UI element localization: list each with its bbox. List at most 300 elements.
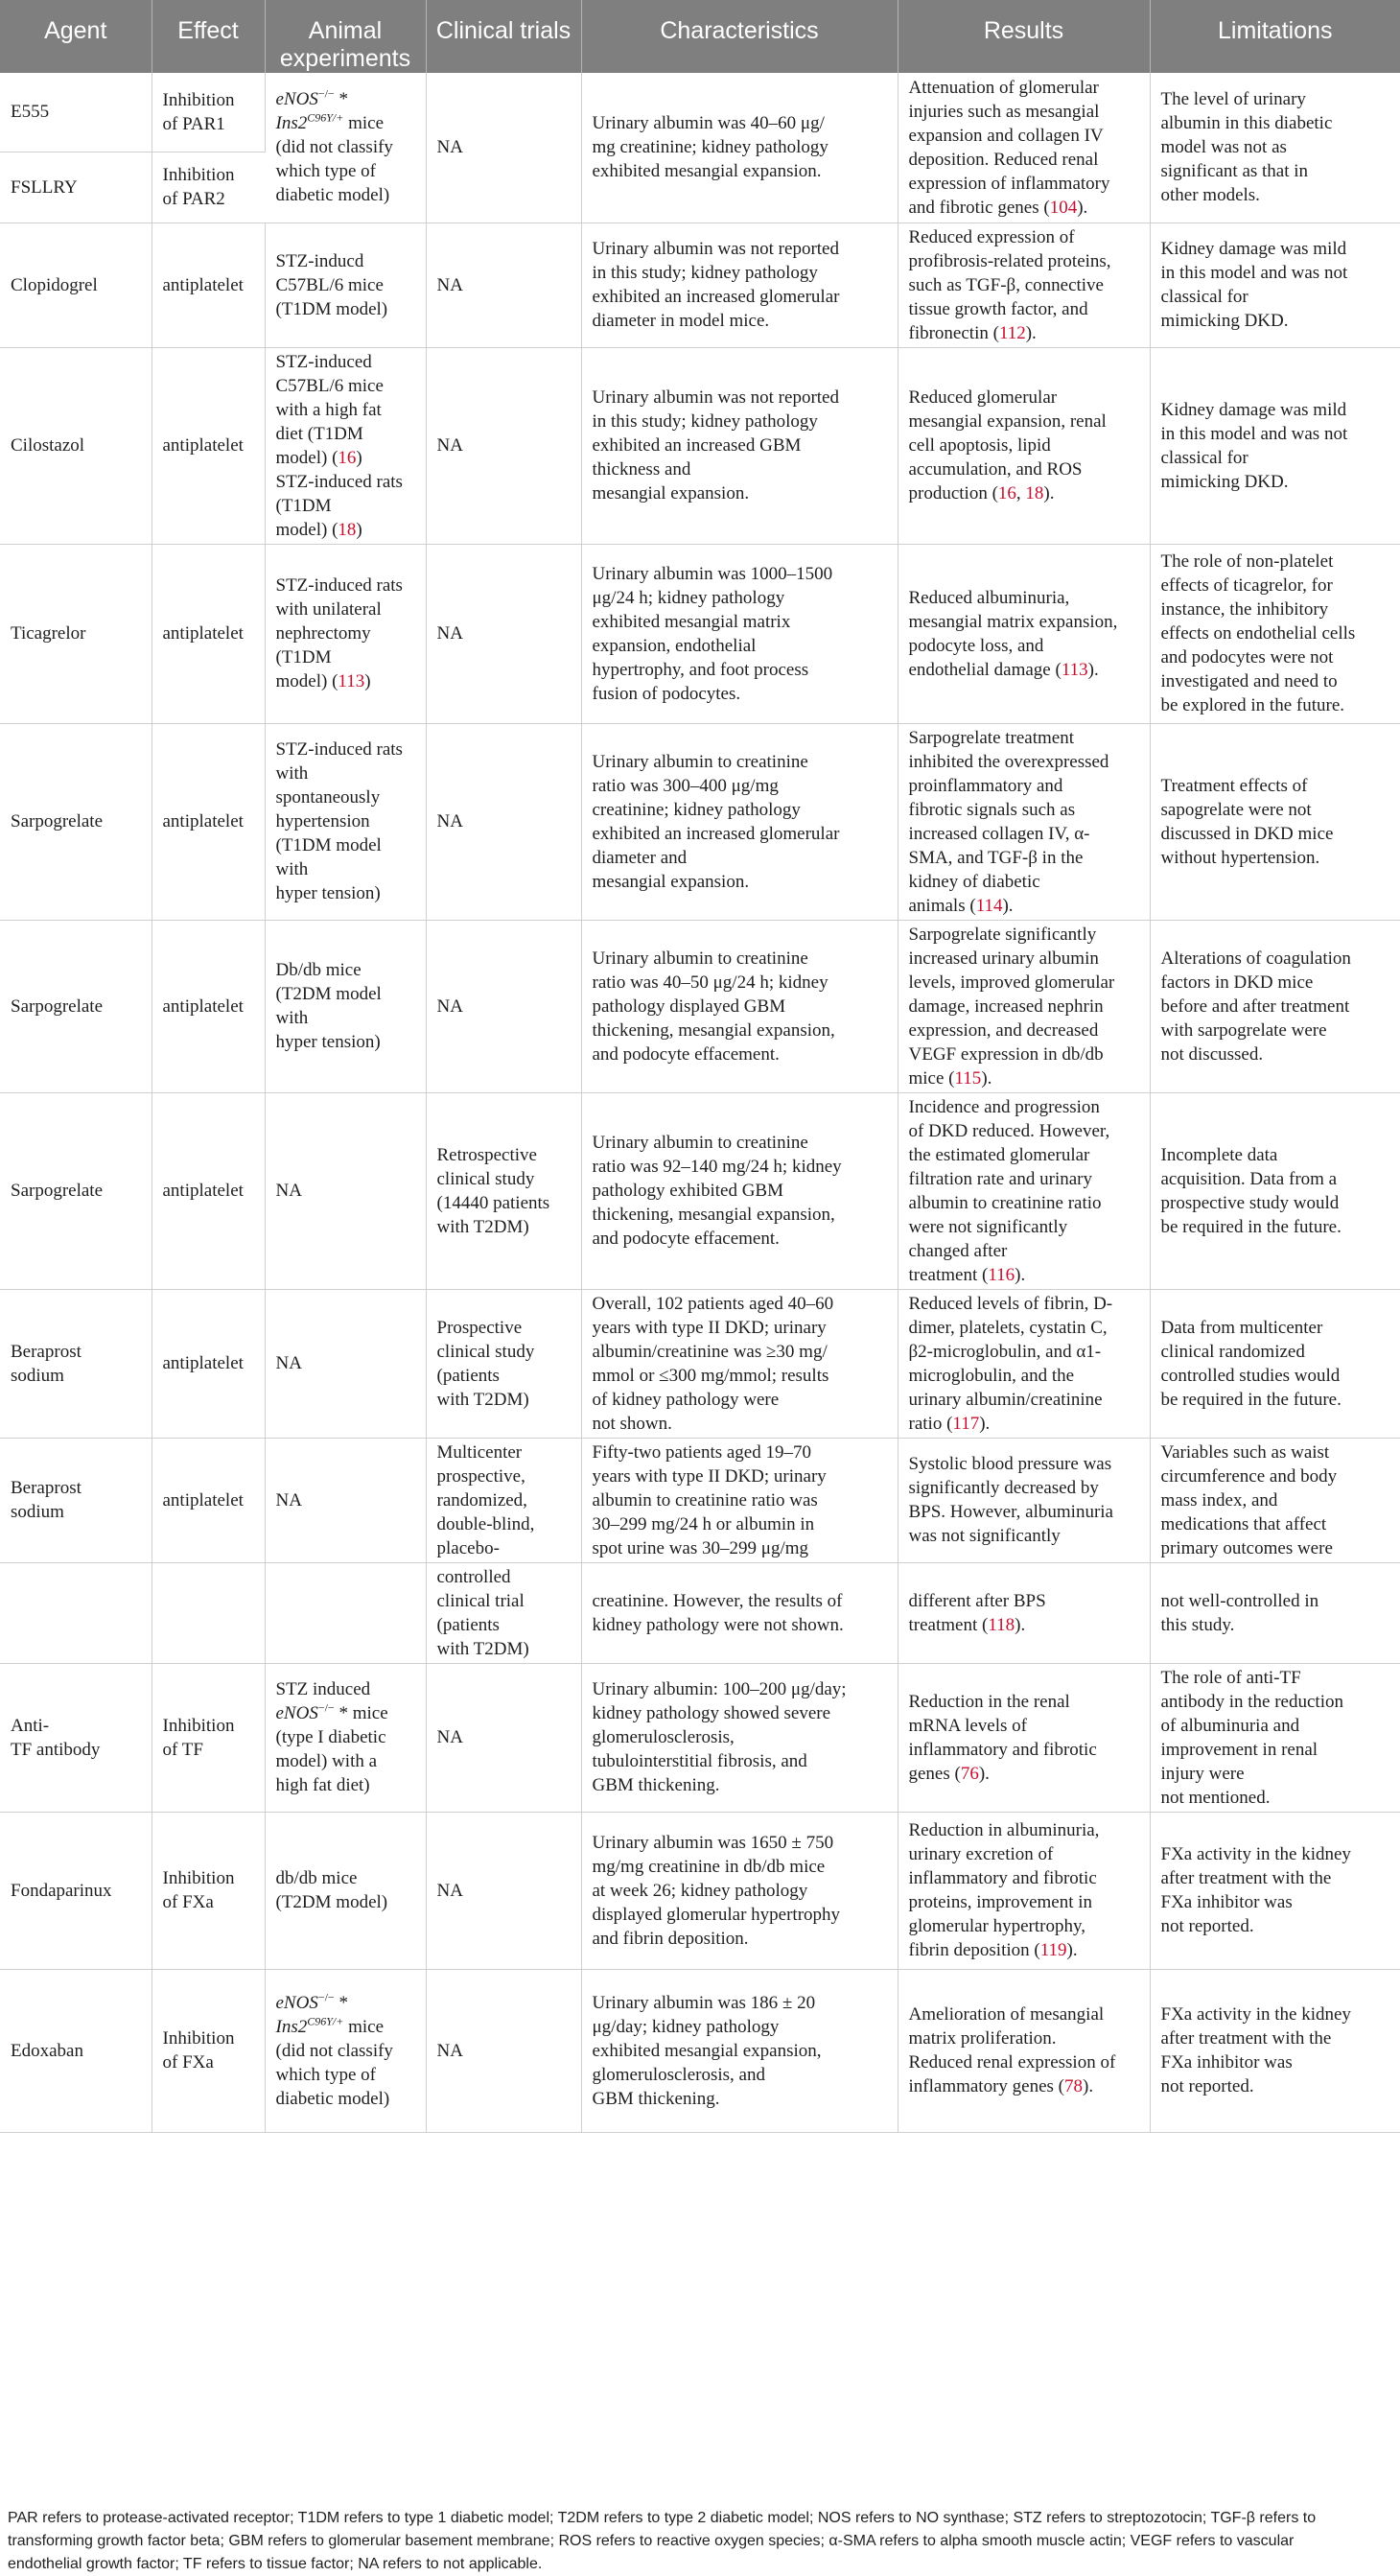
cell-line: antiplatelet — [162, 623, 244, 644]
characteristics-cell — [581, 1562, 898, 1663]
cell-line: STZ-inducd — [275, 250, 364, 271]
clinical-trials-cell — [426, 347, 581, 544]
limitations-cell — [1150, 1438, 1400, 1562]
agent-cell — [0, 1438, 152, 1562]
cell-line: microglobulin, and the — [908, 1365, 1075, 1386]
cell-line — [276, 1991, 415, 2015]
cell-line: (patients — [436, 1365, 500, 1386]
cell-line: fibrin deposition (119). — [908, 1940, 1078, 1960]
cell-line: Sarpogrelate significantly — [908, 924, 1097, 945]
table-row — [0, 1092, 1400, 1289]
cell-line: of TF — [162, 1739, 203, 1760]
cell-line — [276, 159, 415, 183]
reference-link[interactable]: 76 — [960, 1763, 979, 1784]
cell-line: with T2DM) — [436, 1216, 529, 1237]
cell-line: model) (113) — [275, 671, 371, 691]
cell-line: acquisition. Data from a — [1160, 1168, 1338, 1189]
table-row — [0, 1969, 1400, 2132]
animal-experiments-cell — [265, 1969, 426, 2132]
cell-line: sodium — [11, 1502, 64, 1522]
cell-text: mice — [343, 113, 385, 134]
table-row — [0, 1663, 1400, 1812]
cell-line: podocyte loss, and — [908, 635, 1044, 656]
cell-line: Incomplete data — [1160, 1144, 1278, 1165]
cell-line: antibody in the reduction — [1160, 1691, 1343, 1712]
characteristics-cell — [581, 1812, 898, 1969]
header-animal-experiments: Animal experiments — [265, 0, 426, 73]
cell-line: exhibited an increased GBM — [592, 435, 802, 456]
cell-line: with T2DM) — [436, 1638, 529, 1659]
clinical-trials-cell — [426, 1092, 581, 1289]
animal-experiments-cell — [265, 920, 426, 1092]
effect-cell — [152, 1289, 265, 1438]
clinical-trials-cell — [426, 73, 581, 222]
cell-line: urinary excretion of — [908, 1844, 1054, 1864]
cell-line: Amelioration of mesangial — [908, 2004, 1105, 2025]
results-cell — [898, 1438, 1150, 1562]
characteristics-cell — [581, 1969, 898, 2132]
superscript: −/− — [317, 86, 335, 101]
cell-text: diabetic model) — [275, 2088, 390, 2109]
cell-line: clinical trial — [436, 1590, 525, 1611]
cell-line: Urinary albumin to creatinine — [592, 1133, 808, 1153]
limitations-cell — [1150, 73, 1400, 222]
cell-line: TF antibody — [11, 1739, 101, 1760]
reference-link[interactable]: 114 — [975, 895, 1003, 916]
cell-line: effects of ticagrelor, for — [1160, 575, 1333, 596]
cell-text: * — [334, 1992, 348, 2013]
reference-link[interactable]: 112 — [998, 322, 1026, 343]
cell-line — [276, 1725, 415, 1749]
cell-line: (T2DM model) — [275, 1892, 388, 1912]
cell-line: Reduced levels of fibrin, D- — [908, 1293, 1113, 1314]
clinical-trials-cell — [426, 544, 581, 723]
cell-line: Alterations of coagulation — [1160, 948, 1351, 969]
limitations-cell — [1150, 1969, 1400, 2132]
results-cell — [898, 222, 1150, 347]
cell-line: Reduced glomerular — [908, 387, 1058, 408]
cell-line: NA — [436, 811, 463, 831]
cell-text: Ins2 — [275, 113, 308, 134]
superscript: −/− — [317, 1990, 335, 2004]
characteristics-cell — [581, 1663, 898, 1812]
cell-line: antiplatelet — [162, 1353, 244, 1373]
cell-line — [276, 183, 415, 207]
cell-line: kidney of diabetic — [908, 871, 1040, 892]
cell-line: increased collagen IV, α- — [908, 823, 1090, 844]
cell-text: high fat diet) — [275, 1775, 370, 1795]
cell-line: not mentioned. — [1160, 1787, 1271, 1808]
cell-line: NA — [436, 623, 463, 644]
reference-link[interactable]: 18 — [1025, 483, 1044, 503]
reference-link[interactable]: 104 — [1049, 197, 1078, 218]
superscript: −/− — [317, 1700, 335, 1715]
effect-cell — [152, 1663, 265, 1812]
table-row — [0, 920, 1400, 1092]
cell-line: exhibited mesangial matrix — [592, 611, 791, 632]
results-cell — [898, 920, 1150, 1092]
cell-line: (T1DM — [275, 495, 332, 516]
cell-line: not well-controlled in — [1160, 1590, 1319, 1611]
results-cell — [898, 73, 1150, 222]
cell-line: levels, improved glomerular — [908, 972, 1115, 993]
cell-line: with unilateral — [275, 599, 382, 620]
cell-line: mesangial matrix expansion, — [908, 611, 1118, 632]
cell-line: Inhibition — [162, 165, 235, 185]
cell-line: The role of non-platelet — [1160, 551, 1334, 572]
cell-line: injury were — [1160, 1763, 1245, 1784]
cell-line: FSLLRY — [11, 176, 78, 198]
reference-link[interactable]: 115 — [954, 1067, 982, 1089]
clinical-trials-cell — [426, 1663, 581, 1812]
reference-link[interactable]: 16 — [997, 483, 1016, 503]
cell-line: without hypertension. — [1160, 847, 1320, 868]
cell-line: mg creatinine; kidney pathology — [592, 137, 828, 158]
cell-line: significant as that in — [1160, 161, 1309, 182]
cell-line: not shown. — [592, 1413, 672, 1434]
cell-line: hyper tension) — [275, 1032, 381, 1052]
cell-line: NA — [275, 1489, 302, 1510]
effect-cell — [152, 152, 265, 222]
cell-line: model was not as — [1160, 137, 1287, 158]
cell-line: STZ-induced — [275, 351, 372, 372]
table-footnote — [8, 2507, 1398, 2576]
header-effect: Effect — [152, 0, 265, 73]
cell-line: Beraprost — [11, 1341, 82, 1362]
cell-line: exhibited an increased glomerular — [592, 287, 840, 307]
cell-line: prospective, — [436, 1465, 525, 1487]
cell-line: production (16, 18). — [908, 483, 1055, 503]
cell-line: inflammatory and fibrotic — [908, 1868, 1097, 1888]
cell-line: pathology exhibited GBM — [592, 1181, 783, 1201]
cell-line: NA — [436, 995, 463, 1017]
cell-line: not reported. — [1160, 2076, 1254, 2096]
effect-cell — [152, 1969, 265, 2132]
animal-experiments-cell — [265, 1092, 426, 1289]
cell-line: and podocytes were not — [1160, 647, 1334, 667]
cell-line: before and after treatment — [1160, 995, 1350, 1017]
header-limitations: Limitations — [1150, 0, 1400, 73]
footnote-line: PAR refers to protease-activated receptor; T1DM refers to type 1 diabetic model; T2DM refers to type 2 diabetic model; NOS refers to NO synthase; STZ refers to streptozotocin; TGF-β refers to — [8, 2510, 1317, 2526]
cell-line: 30–299 mg/24 h or albumin in — [592, 1513, 815, 1534]
cell-line: other models. — [1160, 185, 1260, 206]
cell-line: creatinine; kidney pathology — [592, 799, 801, 820]
cell-line: expansion and collagen IV — [908, 125, 1104, 146]
clinical-trials-cell — [426, 920, 581, 1092]
cell-line: μg/day; kidney pathology — [592, 2016, 780, 2037]
cell-line: Kidney damage was mild — [1160, 399, 1347, 420]
cell-line: classical for — [1160, 287, 1248, 307]
reference-link[interactable]: 118 — [988, 1614, 1015, 1635]
cell-line: antiplatelet — [162, 435, 244, 456]
characteristics-cell — [581, 222, 898, 347]
cell-line: Urinary albumin to creatinine — [592, 751, 808, 772]
cell-line: GBM thickening. — [592, 2088, 720, 2109]
cell-line: GBM thickening. — [592, 1775, 720, 1795]
cell-line: damage, increased nephrin — [908, 995, 1104, 1017]
cell-line: clinical study — [436, 1341, 535, 1362]
cell-line: controlled — [436, 1566, 511, 1587]
agent-cell — [0, 347, 152, 544]
cell-line: ratio was 40–50 μg/24 h; kidney — [592, 972, 828, 993]
cell-line: Urinary albumin was 40–60 μg/ — [592, 113, 825, 134]
cell-line: sapogrelate were not — [1160, 799, 1312, 820]
cell-line: STZ-induced rats — [275, 739, 403, 760]
cell-line: discussed in DKD mice — [1160, 823, 1334, 844]
cell-line: pathology displayed GBM — [592, 995, 786, 1017]
effect-cell — [152, 222, 265, 347]
clinical-trials-cell — [426, 1812, 581, 1969]
cell-line: E555 — [11, 102, 50, 123]
table-row — [0, 1812, 1400, 1969]
cell-text: (did not classify — [275, 2040, 393, 2061]
footnote-line: endothelial growth factor; TF refers to tissue factor; NA refers to not applicable. — [8, 2556, 543, 2572]
cell-line: exhibited an increased glomerular — [592, 823, 840, 844]
cell-line: SMA, and TGF-β in the — [908, 847, 1084, 868]
footnote-line: transforming growth factor beta; GBM refers to glomerular basement membrane; ROS refers to reactive oxygen species; α-SMA refers to alpha smooth muscle actin; VEGF refers to vascular — [8, 2533, 1295, 2549]
cell-line: of albuminuria and — [1160, 1715, 1300, 1736]
cell-line: The role of anti-TF — [1160, 1667, 1301, 1688]
animal-experiments-cell — [265, 222, 426, 347]
cell-line: Fondaparinux — [11, 1880, 112, 1901]
cell-line: different after BPS — [908, 1590, 1046, 1611]
cell-line: glomerulosclerosis, — [592, 1727, 735, 1747]
reference-link[interactable]: 119 — [1039, 1940, 1067, 1960]
cell-line: Sarpogrelate — [11, 811, 104, 831]
cell-line — [276, 1773, 415, 1797]
cell-line: NA — [275, 1353, 302, 1373]
cell-line: Urinary albumin was not reported — [592, 239, 839, 259]
cell-line: NA — [436, 274, 463, 295]
cell-line: NA — [436, 435, 463, 456]
cell-line: genes (76). — [908, 1763, 990, 1784]
limitations-cell — [1150, 1663, 1400, 1812]
cell-line: FXa inhibitor was — [1160, 1892, 1293, 1912]
cell-line: Reduced albuminuria, — [908, 587, 1070, 608]
reference-link[interactable]: 113 — [1061, 659, 1088, 680]
cell-line: exhibited mesangial expansion. — [592, 161, 822, 182]
cell-line: proinflammatory and — [908, 775, 1063, 796]
cell-line: mmol or ≤300 mg/mmol; results — [592, 1365, 829, 1386]
clinical-trials-cell — [426, 1969, 581, 2132]
cell-text: (did not classify — [275, 137, 393, 158]
cell-line: Inhibition — [162, 89, 235, 110]
cell-line: instance, the inhibitory — [1160, 599, 1329, 620]
animal-experiments-cell — [265, 73, 426, 222]
cell-line: antiplatelet — [162, 995, 244, 1017]
cell-line: of PAR2 — [162, 189, 225, 209]
cell-line: C57BL/6 mice — [275, 375, 384, 396]
cell-line: with — [275, 859, 309, 879]
cell-line: glomerular hypertrophy, — [908, 1916, 1085, 1936]
cell-line: treatment (118). — [908, 1614, 1026, 1635]
cell-line: Sarpogrelate — [11, 995, 104, 1017]
cell-line: hyper tension) — [275, 883, 381, 903]
cell-line: spot urine was 30–299 μg/mg — [592, 1537, 809, 1558]
cell-line: mRNA levels of — [908, 1715, 1027, 1736]
cell-text: eNOS — [275, 89, 318, 110]
cell-line: STZ-induced rats — [275, 471, 403, 492]
cell-line: FXa activity in the kidney — [1160, 2004, 1351, 2025]
cell-line: injuries such as mesangial — [908, 101, 1100, 122]
characteristics-cell — [581, 1289, 898, 1438]
cell-line: NA — [436, 1880, 463, 1901]
cell-line: Incidence and progression — [908, 1096, 1100, 1117]
cell-line: was not significantly — [908, 1526, 1061, 1546]
cell-line: β2-microglobulin, and α1- — [908, 1341, 1102, 1362]
reference-link[interactable]: 117 — [952, 1413, 980, 1434]
cell-line: placebo- — [436, 1537, 500, 1558]
table-row — [0, 1562, 1400, 1663]
cell-line: model) (16) — [275, 447, 362, 468]
limitations-cell — [1150, 723, 1400, 920]
limitations-cell — [1150, 1812, 1400, 1969]
characteristics-cell — [581, 544, 898, 723]
results-cell — [898, 544, 1150, 723]
cell-line: Inhibition — [162, 1868, 235, 1888]
cell-line: Sarpogrelate treatment — [908, 727, 1075, 748]
reference-link[interactable]: 113 — [338, 671, 365, 691]
cell-line — [276, 2063, 415, 2087]
cell-line: inhibited the overexpressed — [908, 751, 1109, 772]
cell-line: Systolic blood pressure was — [908, 1454, 1112, 1474]
cell-line: prospective study would — [1160, 1192, 1340, 1213]
cell-line: The level of urinary — [1160, 89, 1306, 110]
cell-line: C57BL/6 mice — [275, 274, 384, 295]
header-row — [0, 0, 1400, 73]
cell-line: inflammatory and fibrotic — [908, 1739, 1097, 1760]
agent-cell — [0, 1663, 152, 1812]
cell-line: thickening, mesangial expansion, — [592, 1205, 835, 1225]
reference-link[interactable]: 18 — [338, 519, 357, 540]
agent-cell — [0, 1092, 152, 1289]
reference-link[interactable]: 78 — [1064, 2076, 1084, 2096]
limitations-cell — [1150, 1092, 1400, 1289]
cell-line: classical for — [1160, 447, 1248, 468]
header-results: Results — [898, 0, 1150, 73]
cell-line: hypertension — [275, 811, 370, 831]
cell-line: kidney pathology showed severe — [592, 1703, 831, 1723]
cell-line: be required in the future. — [1160, 1216, 1342, 1237]
cell-line: displayed glomerular hypertrophy — [592, 1904, 841, 1925]
cell-line: NA — [436, 137, 463, 158]
cell-line: after treatment with the — [1160, 1868, 1332, 1888]
cell-line: with — [275, 1008, 309, 1028]
cell-line: Urinary albumin was 1000–1500 — [592, 563, 833, 584]
cell-line: of FXa — [162, 1892, 214, 1912]
cell-line — [276, 2015, 415, 2039]
cell-line: Edoxaban — [11, 2040, 83, 2061]
reference-link[interactable]: 16 — [338, 447, 357, 468]
cell-line: VEGF expression in db/db — [908, 1043, 1104, 1065]
cell-line: endothelial damage (113). — [908, 659, 1099, 680]
header-clinical-trials: Clinical trials — [426, 0, 581, 73]
reference-link[interactable]: 116 — [988, 1264, 1015, 1285]
cell-line: be required in the future. — [1160, 1389, 1342, 1410]
cell-line: (T1DM model) — [275, 298, 388, 319]
cell-line: Reduction in the renal — [908, 1691, 1070, 1712]
effect-cell — [152, 1092, 265, 1289]
cell-line: randomized, — [436, 1489, 527, 1510]
cell-line — [276, 135, 415, 159]
cell-line: ratio was 300–400 μg/mg — [592, 775, 779, 796]
cell-line: Urinary albumin: 100–200 μg/day; — [592, 1679, 847, 1699]
limitations-cell — [1150, 1289, 1400, 1438]
cell-line — [276, 2039, 415, 2063]
cell-line: mimicking DKD. — [1160, 471, 1289, 492]
cell-line: (T2DM model — [275, 984, 382, 1004]
cell-line: Urinary albumin was not reported — [592, 387, 839, 408]
cell-line: effects on endothelial cells — [1160, 623, 1356, 644]
cell-line: mass index, and — [1160, 1489, 1278, 1510]
results-cell — [898, 1663, 1150, 1812]
cell-line: not reported. — [1160, 1916, 1254, 1936]
cell-line: hypertrophy, and foot process — [592, 659, 809, 680]
cell-line: Reduced expression of — [908, 226, 1075, 247]
cell-line: Db/db mice — [275, 960, 362, 980]
cell-line: (14440 patients — [436, 1192, 550, 1213]
table-row — [0, 222, 1400, 347]
effect-cell — [152, 1438, 265, 1562]
effect-cell — [152, 347, 265, 544]
cell-line: investigated and need to — [1160, 671, 1338, 691]
cell-line: changed after — [908, 1240, 1008, 1261]
cell-text: * mice — [334, 1703, 388, 1723]
cell-line: fibronectin (112). — [908, 322, 1037, 343]
cell-line: antiplatelet — [162, 1181, 244, 1201]
results-cell — [898, 1092, 1150, 1289]
cell-line: diameter in model mice. — [592, 311, 770, 331]
cell-line: (patients — [436, 1614, 500, 1635]
cell-line: db/db mice — [275, 1868, 358, 1888]
cell-text: STZ induced — [275, 1679, 371, 1699]
cell-line: Sarpogrelate — [11, 1181, 104, 1201]
cell-line: Urinary albumin was 1650 ± 750 — [592, 1832, 834, 1853]
cell-line: and fibrin deposition. — [592, 1928, 749, 1949]
cell-line: mesangial expansion, renal — [908, 411, 1107, 432]
clinical-trials-cell — [426, 723, 581, 920]
agent-cell — [0, 723, 152, 920]
cell-line: of DKD reduced. However, — [908, 1120, 1110, 1141]
cell-line: Data from multicenter — [1160, 1317, 1323, 1338]
cell-line: Urinary albumin was 186 ± 20 — [592, 1992, 816, 2013]
cell-line: spontaneously — [275, 787, 381, 808]
limitations-cell — [1150, 347, 1400, 544]
cell-text: diabetic model) — [275, 185, 390, 206]
effect-cell — [152, 723, 265, 920]
results-cell — [898, 1812, 1150, 1969]
cell-line: of FXa — [162, 2052, 214, 2073]
cell-line: inflammatory genes (78). — [908, 2076, 1094, 2096]
cell-line: Ticagrelor — [11, 623, 86, 644]
results-cell — [898, 723, 1150, 920]
cell-line: improvement in renal — [1160, 1739, 1318, 1760]
animal-experiments-cell — [265, 1663, 426, 1812]
cell-line: of kidney pathology were — [592, 1389, 780, 1410]
table-row — [0, 73, 1400, 152]
cell-line: clinical study — [436, 1168, 535, 1189]
cell-line — [276, 1701, 415, 1725]
effect-cell — [152, 1812, 265, 1969]
cell-line: sodium — [11, 1365, 64, 1386]
table-row — [0, 1289, 1400, 1438]
clinical-trials-cell — [426, 222, 581, 347]
limitations-cell — [1150, 1562, 1400, 1663]
effect-cell — [152, 73, 265, 152]
cell-line: diet (T1DM — [275, 423, 363, 444]
cell-line: Kidney damage was mild — [1160, 239, 1347, 259]
cell-line: accumulation, and ROS — [908, 459, 1083, 480]
